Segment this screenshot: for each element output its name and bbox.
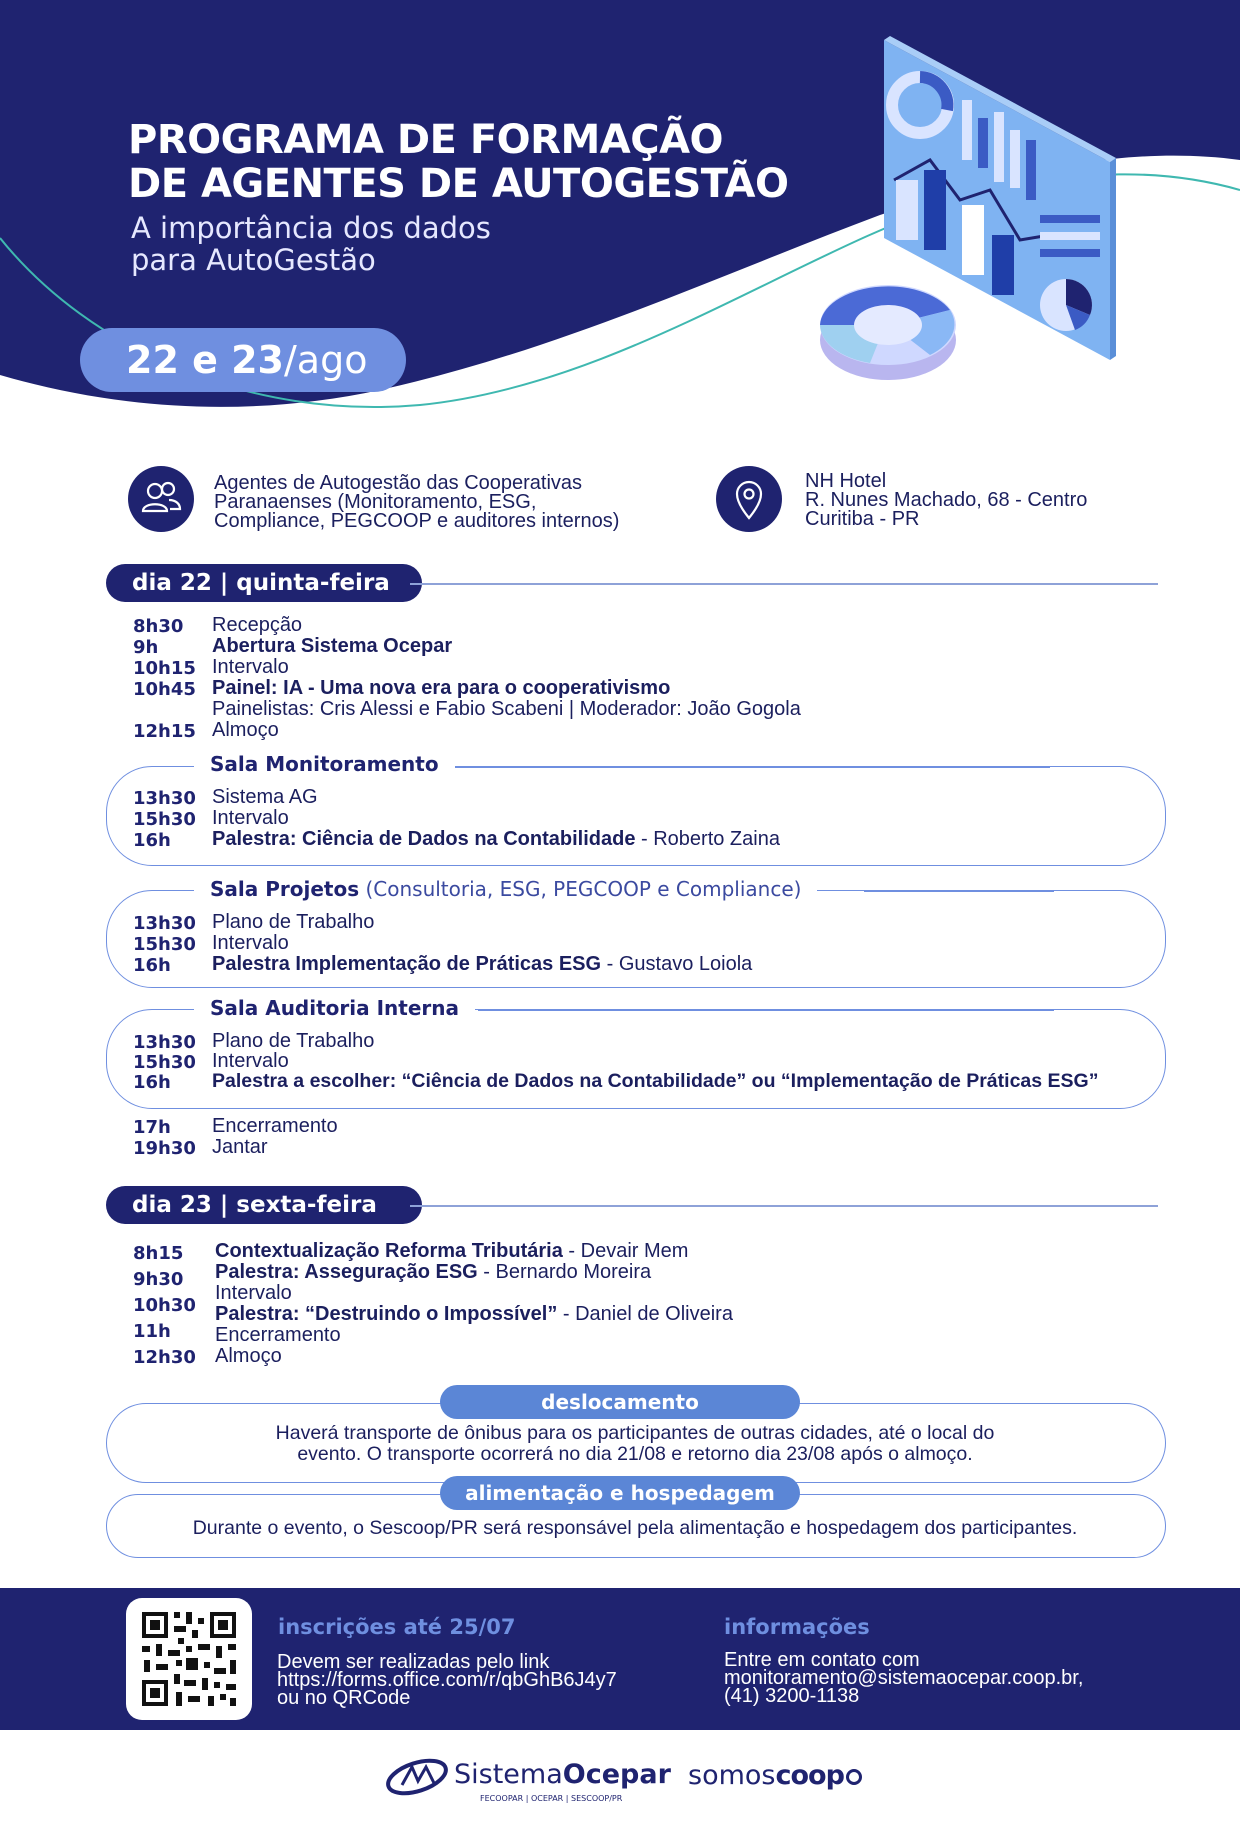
food-label: alimentação e hospedagem	[440, 1476, 800, 1510]
schedule-desc: Contextualização Reforma Tributária	[215, 1240, 563, 1262]
schedule-desc: Plano de Trabalho	[212, 1030, 375, 1052]
divider-line	[410, 1205, 1158, 1207]
speaker-name: - Gustavo Loiola	[601, 953, 753, 975]
schedule-time: 10h15	[133, 658, 196, 679]
date-days: 22 e 23	[126, 338, 284, 382]
divider-line	[450, 766, 1050, 768]
title-line-1: PROGRAMA DE FORMAÇÃO	[128, 117, 724, 163]
schedule-desc: Palestra: “Destruindo o Impossível”	[215, 1303, 558, 1325]
schedule-time: 9h	[133, 637, 159, 658]
speaker-name: - Roberto Zaina	[635, 828, 780, 850]
schedule-desc: Intervalo	[215, 1282, 292, 1304]
schedule-time: 15h30	[133, 934, 196, 955]
contact-email[interactable]: monitoramento@sistemaocepar.coop.br,	[724, 1667, 1084, 1689]
room-title-text: Sala Projetos	[210, 877, 360, 901]
schedule-desc: Intervalo	[212, 1050, 289, 1072]
schedule-time: 13h30	[133, 1032, 196, 1053]
schedule-desc: Palestra: Asseguração ESG	[215, 1261, 478, 1283]
room-title-text: Sala Monitoramento	[210, 752, 439, 776]
logo-text-light: Sistema	[454, 1759, 563, 1790]
room-monitoramento-box	[106, 766, 1166, 866]
schedule-desc: Recepção	[212, 614, 303, 636]
somoscoop-mark-icon	[846, 1769, 862, 1785]
transport-label: deslocamento	[440, 1385, 800, 1419]
location-line-2: R. Nunes Machado, 68 - Centro	[805, 489, 1088, 511]
location-line-1: NH Hotel	[805, 470, 887, 492]
registration-text	[277, 1653, 617, 1707]
schedule-time: 11h	[133, 1321, 171, 1342]
title-line-2: DE AGENTES DE AUTOGESTÃO	[128, 161, 789, 207]
registration-line-3: ou no QRCode	[277, 1687, 411, 1709]
contact-line-1: Entre em contato com	[724, 1649, 920, 1671]
date-month: /ago	[284, 338, 368, 382]
contact-heading: informações	[724, 1615, 870, 1639]
audience-line-3: Compliance, PEGCOOP e auditores internos)	[214, 510, 620, 532]
room-auditoria-box	[106, 1009, 1166, 1109]
schedule-time: 15h30	[133, 809, 196, 830]
schedule-time: 10h45	[133, 679, 196, 700]
schedule-time: 16h	[133, 1072, 171, 1093]
logo-subtitle: FECOOPAR | OCEPAR | SESCOOP/PR	[480, 1794, 623, 1803]
registration-line-1: Devem ser realizadas pelo link	[277, 1651, 550, 1673]
speaker-name: - Bernardo Moreira	[477, 1261, 652, 1283]
schedule-time: 13h30	[133, 913, 196, 934]
contact-phone: (41) 3200-1138	[724, 1685, 860, 1707]
speaker-name: - Daniel de Oliveira	[557, 1303, 733, 1325]
divider-line	[864, 890, 1054, 892]
schedule-time: 12h15	[133, 721, 196, 742]
audience-text	[214, 474, 619, 531]
schedule-time: 12h30	[133, 1347, 196, 1368]
audience-line-1: Agentes de Autogestão das Cooperativas	[214, 472, 583, 494]
schedule-time: 16h	[133, 830, 171, 851]
schedule-desc: Palestra a escolher: “Ciência de Dados na Contabilidade” ou “Implementação de Práticas ESG”	[212, 1070, 1099, 1092]
room-title-text: Sala Auditoria Interna	[210, 996, 459, 1020]
subtitle-line-1: A importância dos dados	[131, 211, 491, 245]
location-text	[805, 472, 1087, 529]
schedule-desc: Palestra: Ciência de Dados na Contabilidade	[212, 828, 636, 850]
schedule-desc: Encerramento	[215, 1324, 341, 1346]
schedule-desc: Jantar	[212, 1136, 268, 1158]
room-projetos-box	[106, 890, 1166, 988]
schedule-desc: Plano de Trabalho	[212, 911, 375, 933]
schedule-time: 8h15	[133, 1243, 184, 1264]
room-title-extra: (Consultoria, ESG, PEGCOOP e Compliance)	[359, 877, 802, 901]
schedule-desc: Intervalo	[212, 932, 289, 954]
room-projetos-title	[194, 877, 817, 901]
speaker-name: - Devair Mem	[562, 1240, 689, 1262]
schedule-desc: Painel: IA - Uma nova era para o cooperativismo	[212, 677, 671, 699]
schedule-time: 13h30	[133, 788, 196, 809]
location-pin-icon	[716, 466, 782, 532]
schedule-desc: Almoço	[212, 719, 279, 741]
registration-link[interactable]: https://forms.office.com/r/qbGhB6J4y7	[277, 1669, 617, 1691]
logo-text-light: somos	[688, 1760, 776, 1791]
schedule-desc: Painelistas: Cris Alessi e Fabio Scabeni | Moderador: João Gogola	[212, 698, 801, 720]
schedule-time: 19h30	[133, 1138, 196, 1159]
day-22-header: dia 22 | quinta-feira	[106, 564, 422, 602]
schedule-time: 15h30	[133, 1052, 196, 1073]
food-text: Durante o evento, o Sescoop/PR será responsável pela alimentação e hospedagem dos participantes.	[192, 1517, 1078, 1539]
qr-code[interactable]	[126, 1598, 252, 1720]
donut-chart-illustration	[820, 285, 956, 380]
audience-line-2: Paranaenses (Monitoramento, ESG,	[214, 491, 537, 513]
somoscoop-logo	[688, 1760, 862, 1791]
contact-text	[724, 1651, 1083, 1705]
date-badge	[80, 328, 406, 392]
schedule-desc: Palestra Implementação de Práticas ESG	[212, 953, 602, 975]
logo-text-bold: Ocepar	[562, 1759, 671, 1790]
page-title	[128, 118, 788, 206]
logo-text-bold: coop	[775, 1760, 844, 1791]
transport-text	[106, 1423, 1164, 1465]
schedule-time: 8h30	[133, 616, 184, 637]
room-auditoria-title	[194, 996, 475, 1020]
day-23-header: dia 23 | sexta-feira	[106, 1186, 422, 1224]
divider-line	[410, 583, 1158, 585]
people-icon	[128, 466, 194, 532]
ocepar-emblem-icon	[384, 1755, 454, 1801]
divider-line	[478, 1009, 1054, 1011]
transport-line-1: Haverá transporte de ônibus para os participantes de outras cidades, até o local do	[275, 1422, 995, 1444]
schedule-time: 17h	[133, 1117, 171, 1138]
schedule-time: 16h	[133, 955, 171, 976]
schedule-desc: Encerramento	[212, 1115, 338, 1137]
schedule-desc: Sistema AG	[212, 786, 318, 808]
subtitle	[131, 212, 491, 276]
schedule-time: 9h30	[133, 1269, 184, 1290]
schedule-desc: Abertura Sistema Ocepar	[212, 635, 453, 657]
transport-line-2: evento. O transporte ocorrerá no dia 21/08 e retorno dia 23/08 após o almoço.	[297, 1443, 973, 1465]
schedule-desc: Almoço	[215, 1345, 282, 1367]
room-monitoramento-title	[194, 752, 455, 776]
schedule-desc: Intervalo	[212, 656, 289, 678]
schedule-time: 10h30	[133, 1295, 196, 1316]
schedule-desc: Intervalo	[212, 807, 289, 829]
subtitle-line-2: para AutoGestão	[131, 243, 376, 277]
location-line-3: Curitiba - PR	[805, 508, 920, 530]
registration-heading: inscrições até 25/07	[278, 1615, 516, 1639]
